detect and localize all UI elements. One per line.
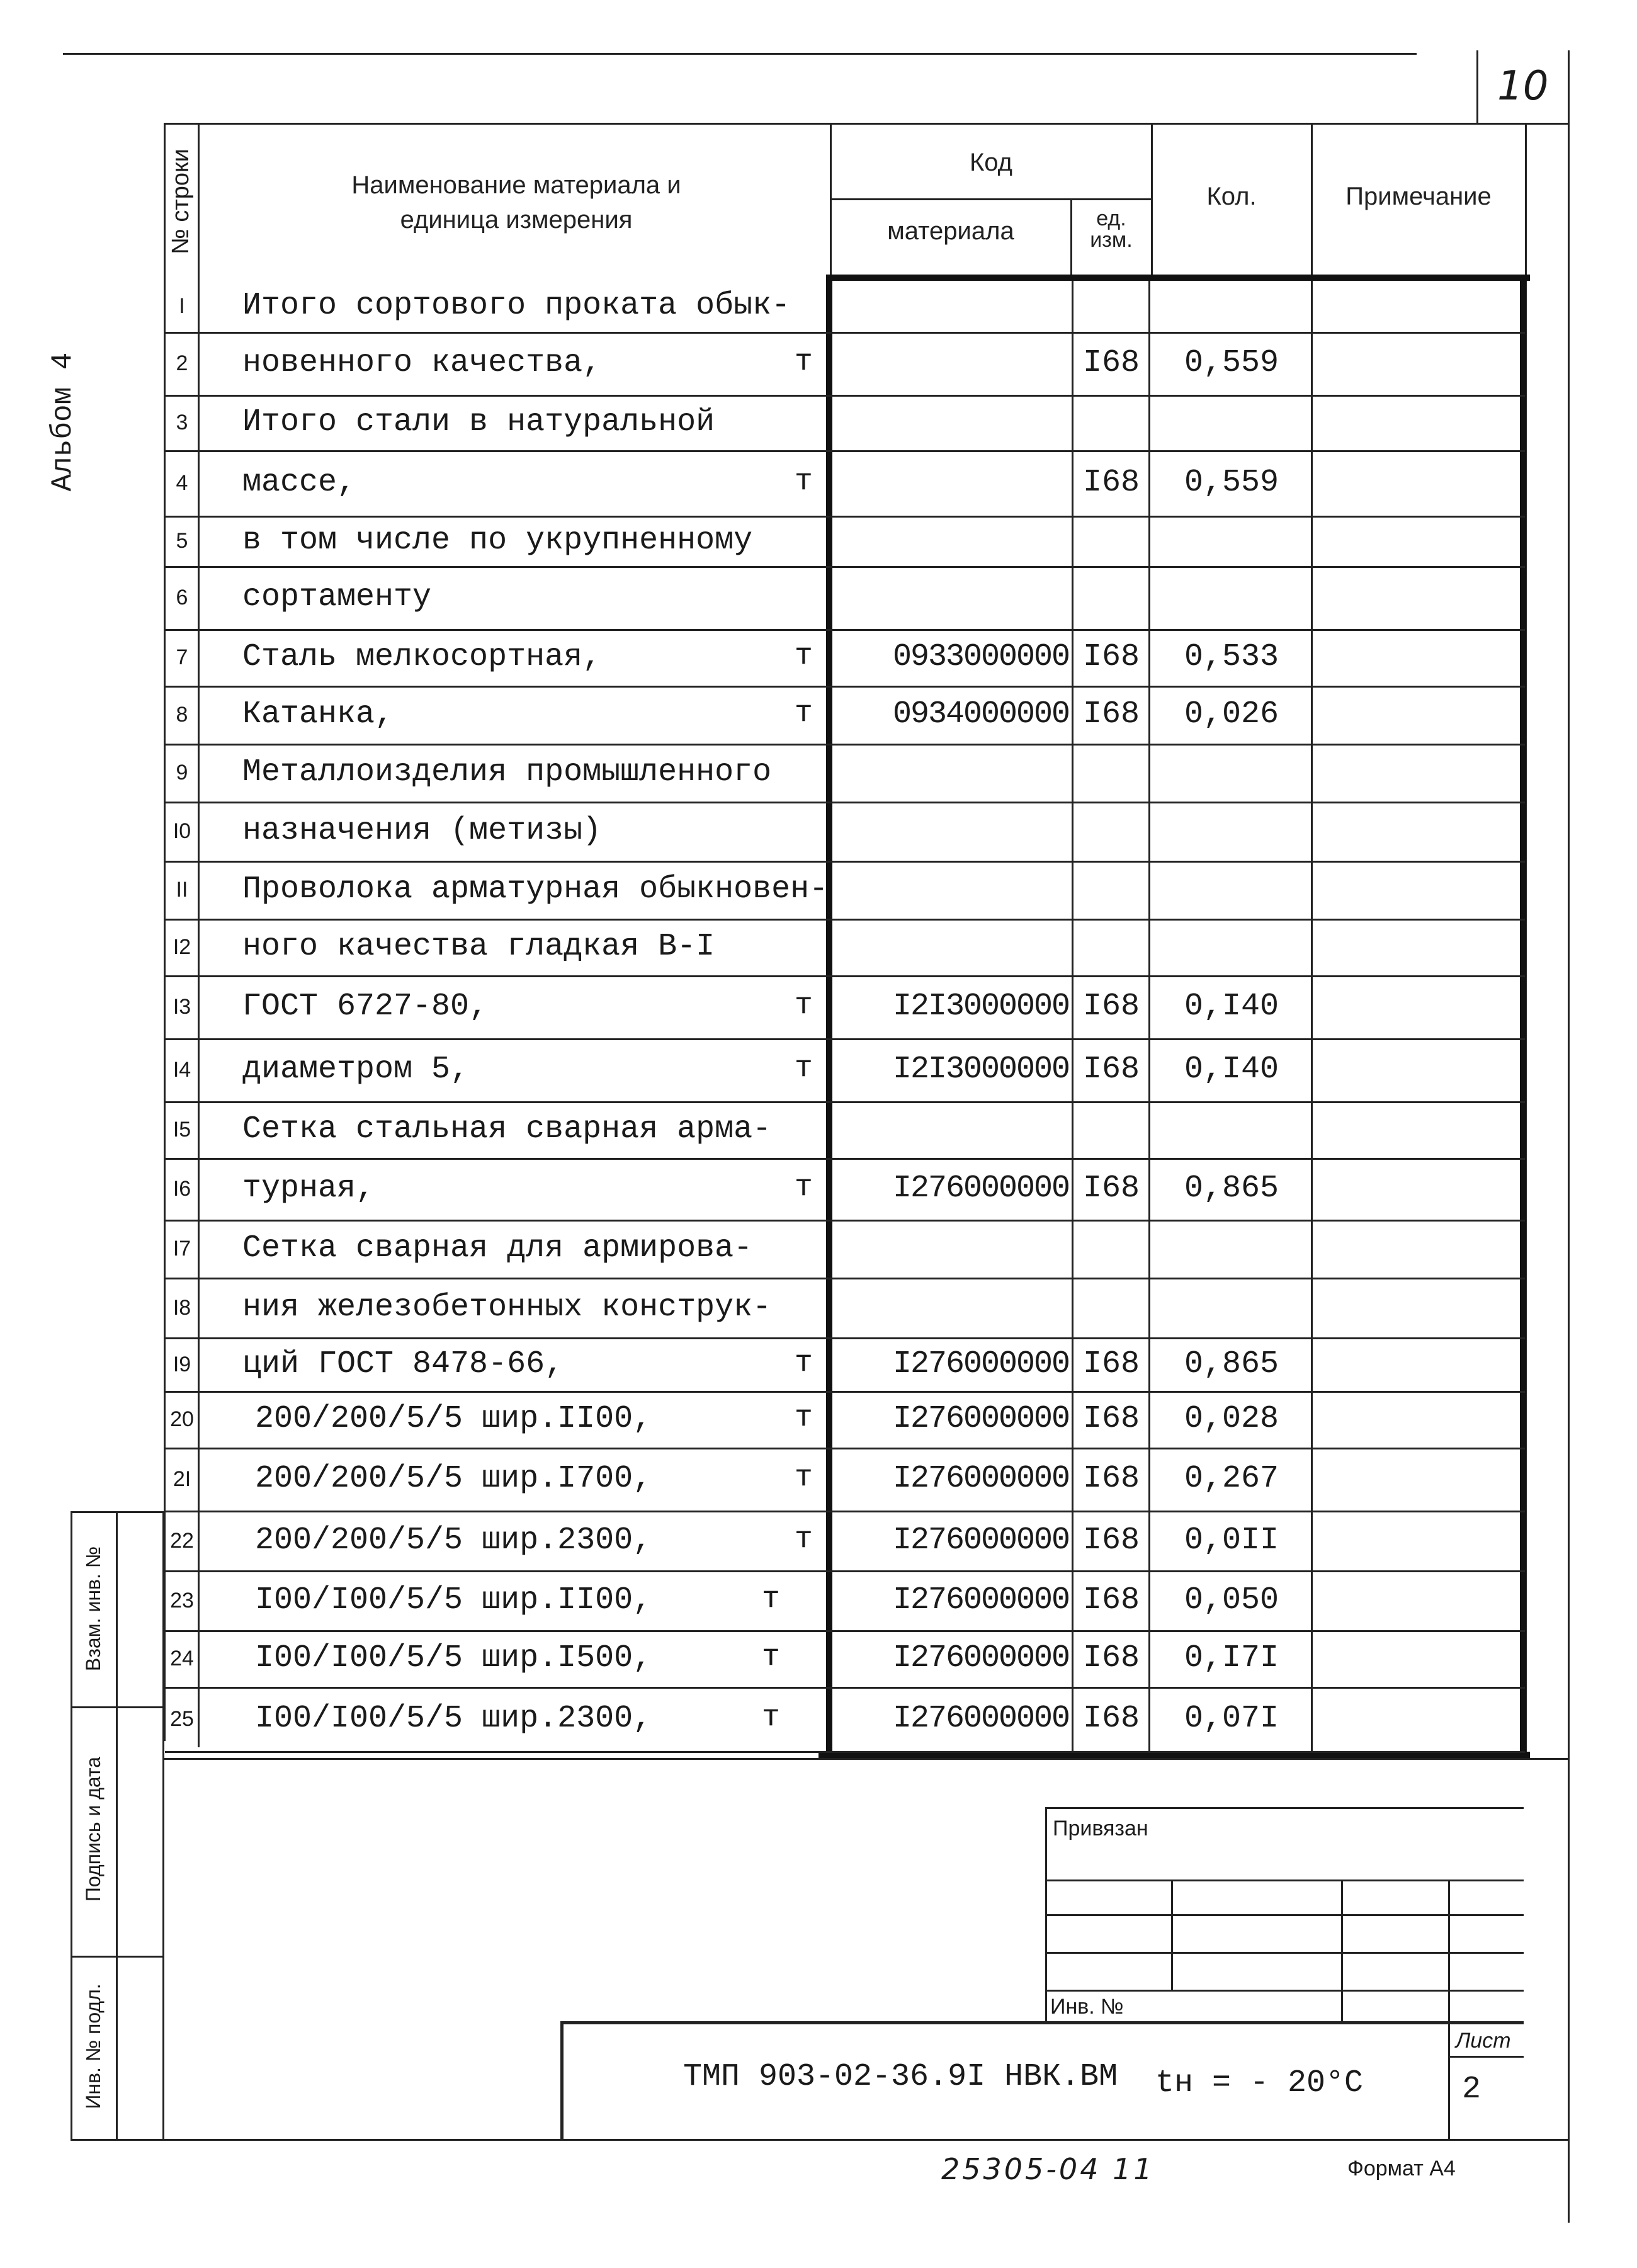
tb-main-top — [560, 2021, 1524, 2024]
tb-inv-no: Инв. № — [1050, 1995, 1124, 2019]
row-unit-code: I68 — [1082, 1401, 1140, 1437]
row-quantity: 0,050 — [1184, 1582, 1279, 1618]
tb-top — [1045, 1807, 1524, 1809]
row-number: I4 — [173, 1058, 191, 1082]
row-name: I00/I00/5/5 шир.I500, — [255, 1640, 652, 1676]
row-number: 20 — [170, 1407, 194, 1431]
tb-privyazan: Привязан — [1053, 1817, 1148, 1840]
row-quantity: 0,533 — [1184, 639, 1279, 675]
row-name: Катанка, — [242, 696, 394, 732]
row-unit: т — [795, 1052, 813, 1086]
row-material-code: I2I3000000 — [892, 989, 1069, 1024]
row-number: 8 — [176, 703, 188, 727]
table-row-line — [165, 1687, 1525, 1689]
table-row-line — [165, 1038, 1525, 1040]
row-number: 23 — [170, 1588, 194, 1613]
row-number-header: № строки — [167, 149, 194, 254]
qty-header: Кол. — [1206, 183, 1257, 210]
table-row-line — [165, 395, 1525, 397]
table-top-border — [164, 123, 1568, 125]
row-material-code: 0934000000 — [892, 696, 1069, 732]
stamp-right-line — [162, 1511, 164, 2141]
row-number: I0 — [173, 819, 191, 843]
table-row-line — [165, 450, 1525, 452]
row-name: Металлоизделия промышленного — [242, 754, 772, 790]
row-name: новенного качества, — [242, 345, 602, 381]
row-name: 200/200/5/5 шир.2300, — [255, 1522, 652, 1558]
stamp-bottom-line — [71, 2139, 1568, 2141]
stamp-sep-2 — [71, 1956, 164, 1958]
row-unit: т — [795, 345, 813, 379]
table-row-line — [165, 1158, 1525, 1160]
row-material-code: I2I3000000 — [892, 1052, 1069, 1087]
row-number: I2 — [173, 935, 191, 959]
tb-row-2 — [1045, 1914, 1524, 1916]
tb-doc-code: ТМП 903-02-36.9I НВК.ВМ — [683, 2059, 1118, 2095]
stamp-inner-line — [116, 1511, 118, 2141]
stamp-top-line — [71, 1511, 164, 1513]
unit-header-line1: ед. — [1096, 207, 1126, 230]
table-bottom-line — [164, 1758, 1568, 1760]
row-quantity: 0,559 — [1184, 345, 1279, 381]
tb-sheet-divider — [1448, 2021, 1450, 2141]
tb-col-3 — [1448, 1880, 1450, 2021]
album-label: Альбом 4 — [47, 352, 79, 492]
tb-sheet-label: Лист — [1456, 2029, 1511, 2053]
stamp-outer-left — [71, 1511, 72, 2141]
material-header: материала — [887, 217, 1014, 245]
row-unit: т — [795, 989, 813, 1023]
row-number: 6 — [176, 586, 188, 610]
row-name: назначения (метизы) — [242, 813, 602, 849]
row-name: ния железобетонных конструк- — [242, 1289, 772, 1325]
table-row-line — [165, 975, 1525, 977]
row-number: I3 — [173, 995, 191, 1019]
table-row-line — [165, 1448, 1525, 1449]
row-unit-code: I68 — [1082, 1701, 1140, 1737]
row-number: II — [176, 878, 188, 902]
row-unit-code: I68 — [1082, 465, 1140, 501]
table-row-line — [165, 744, 1525, 746]
top-edge-line — [63, 53, 1417, 55]
row-material-code: I276000000 — [892, 1346, 1069, 1382]
row-quantity: 0,028 — [1184, 1401, 1279, 1437]
sheet-number: 10 — [1497, 63, 1549, 110]
row-unit-code: I68 — [1082, 1171, 1140, 1206]
stamp-vzam-inv: Взам. инв. № — [82, 1546, 105, 1672]
table-row-line — [165, 1630, 1525, 1632]
table-row-line — [165, 1511, 1525, 1512]
row-material-code: I276000000 — [892, 1461, 1069, 1497]
tb-temperature: tн = - 20°С — [1155, 2065, 1364, 2101]
row-name: в том числе по укрупненному — [242, 523, 753, 558]
row-name: Итого стали в натуральной — [242, 404, 715, 440]
row-material-code: I276000000 — [892, 1171, 1069, 1206]
row-unit-code: I68 — [1082, 639, 1140, 675]
row-number: I5 — [173, 1118, 191, 1142]
row-name: турная, — [242, 1171, 375, 1206]
row-quantity: 0,026 — [1184, 696, 1279, 732]
row-quantity: 0,0II — [1184, 1522, 1279, 1558]
row-number: I6 — [173, 1177, 191, 1201]
row-unit: т — [795, 639, 813, 673]
row-material-code: I276000000 — [892, 1522, 1069, 1558]
row-name: 200/200/5/5 шир.I700, — [255, 1461, 652, 1497]
table-left-border — [164, 123, 166, 1741]
tb-row-3 — [1045, 1952, 1524, 1954]
row-unit: т — [762, 1640, 780, 1674]
row-number: 5 — [176, 529, 188, 553]
tb-sheet-value: 2 — [1462, 2072, 1481, 2107]
row-name: ГОСТ 6727-80, — [242, 989, 489, 1024]
row-material-code: I276000000 — [892, 1701, 1069, 1737]
row-material-code: I276000000 — [892, 1582, 1069, 1618]
tb-col-2 — [1341, 1880, 1343, 2021]
row-name: I00/I00/5/5 шир.II00, — [255, 1582, 652, 1618]
ed-col-line — [1072, 281, 1073, 1752]
row-quantity: 0,865 — [1184, 1346, 1279, 1382]
row-unit-code: I68 — [1082, 345, 1140, 381]
table-row-line — [165, 1570, 1525, 1572]
row-number: 22 — [170, 1528, 194, 1553]
row-number: 2 — [176, 351, 188, 375]
row-unit-code: I68 — [1082, 1640, 1140, 1676]
row-number: I9 — [173, 1352, 191, 1376]
row-unit-code: I68 — [1082, 696, 1140, 732]
tb-col-1 — [1171, 1880, 1173, 1990]
row-unit: т — [795, 1401, 813, 1435]
row-unit: т — [762, 1582, 780, 1616]
row-material-code: 0933000000 — [892, 639, 1069, 675]
row-name: Сетка сварная для армирова- — [242, 1230, 753, 1266]
note-col-line — [1311, 281, 1313, 1752]
row-material-code: I276000000 — [892, 1640, 1069, 1676]
table-row-line — [165, 1101, 1525, 1103]
row-number: I7 — [173, 1237, 191, 1261]
row-name: сортаменту — [242, 579, 432, 615]
tb-row-4 — [1045, 1990, 1524, 1992]
thick-frame-left — [826, 275, 832, 1758]
table-row-line — [165, 1220, 1525, 1222]
table-row-line — [165, 802, 1525, 803]
row-quantity: 0,865 — [1184, 1171, 1279, 1206]
row-number: 7 — [176, 645, 188, 669]
table-row-line — [165, 1337, 1525, 1339]
row-unit: т — [795, 465, 813, 499]
row-number: I — [179, 294, 185, 318]
right-border — [1568, 50, 1570, 2223]
tb-sheet-label-line — [1448, 2056, 1524, 2058]
row-name: Сталь мелкосортная, — [242, 639, 602, 675]
name-header-line1: Наименование материала и — [351, 171, 681, 199]
table-row-line — [165, 332, 1525, 334]
unit-header-line2: изм. — [1090, 228, 1133, 252]
table-row-line — [165, 516, 1525, 518]
row-number: 24 — [170, 1647, 194, 1670]
row-unit-code: I68 — [1082, 1582, 1140, 1618]
row-number: 3 — [176, 411, 188, 434]
row-unit: т — [795, 1346, 813, 1380]
row-quantity: 0,I40 — [1184, 1052, 1279, 1087]
table-row-line — [165, 566, 1525, 568]
tb-row-1 — [1045, 1880, 1524, 1881]
row-number: I8 — [173, 1295, 191, 1320]
row-quantity: 0,267 — [1184, 1461, 1279, 1497]
row-name: массе, — [242, 465, 356, 501]
row-quantity: 0,I7I — [1184, 1640, 1279, 1676]
row-name: Сетка стальная сварная арма- — [242, 1111, 772, 1147]
code-header: Код — [969, 149, 1012, 176]
row-quantity: 0,559 — [1184, 465, 1279, 501]
footer-format: Формат А4 — [1347, 2157, 1456, 2180]
row-unit: т — [795, 1171, 813, 1205]
row-material-code: I276000000 — [892, 1401, 1069, 1437]
row-name: диаметром 5, — [242, 1052, 470, 1087]
row-unit-code: I68 — [1082, 1461, 1140, 1497]
thick-frame-right — [1520, 275, 1526, 1758]
qty-col-line — [1148, 281, 1150, 1752]
row-unit-code: I68 — [1082, 1522, 1140, 1558]
row-number: 9 — [176, 761, 188, 785]
table-row-line — [165, 629, 1525, 631]
row-name: I00/I00/5/5 шир.2300, — [255, 1701, 652, 1737]
table-row-line — [165, 1751, 1525, 1753]
row-unit: т — [762, 1701, 780, 1735]
name-col-right-border — [830, 123, 832, 280]
row-name: Проволока арматурная обыкновен- — [242, 871, 829, 907]
table-row-line — [165, 1278, 1525, 1279]
table-row-line — [165, 861, 1525, 863]
stamp-signature-date: Подпись и дата — [82, 1756, 105, 1902]
code-subheader-line — [830, 198, 1151, 200]
note-header: Примечание — [1345, 183, 1492, 210]
table-row-line — [165, 919, 1525, 921]
table-row-line — [165, 686, 1525, 688]
row-unit: т — [795, 1461, 813, 1495]
row-unit: т — [795, 1522, 813, 1556]
row-unit-code: I68 — [1082, 1346, 1140, 1382]
row-unit-code: I68 — [1082, 1052, 1140, 1087]
row-unit-code: I68 — [1082, 989, 1140, 1024]
row-quantity: 0,I40 — [1184, 989, 1279, 1024]
name-header-line2: единица измерения — [400, 206, 633, 234]
thick-frame-top — [826, 275, 1530, 281]
row-unit: т — [795, 696, 813, 730]
row-name: ций ГОСТ 8478-66, — [242, 1346, 564, 1382]
stamp-sep-1 — [71, 1706, 164, 1708]
table-row-line — [165, 1391, 1525, 1393]
row-name: 200/200/5/5 шир.II00, — [255, 1401, 652, 1437]
sheet-number-divider — [1476, 50, 1478, 123]
row-quantity: 0,07I — [1184, 1701, 1279, 1737]
name-col-left-border — [198, 123, 200, 1747]
row-number: 2I — [173, 1467, 191, 1491]
footer-handwritten-number: 25305-04 11 — [941, 2152, 1155, 2186]
row-number: 4 — [176, 471, 188, 495]
tb-main-left — [560, 2021, 564, 2141]
row-name: ного качества гладкая В-I — [242, 929, 715, 965]
row-name: Итого сортового проката обык- — [242, 288, 791, 324]
row-number: 25 — [170, 1707, 194, 1731]
stamp-inv-original: Инв. № подл. — [82, 1983, 105, 2109]
